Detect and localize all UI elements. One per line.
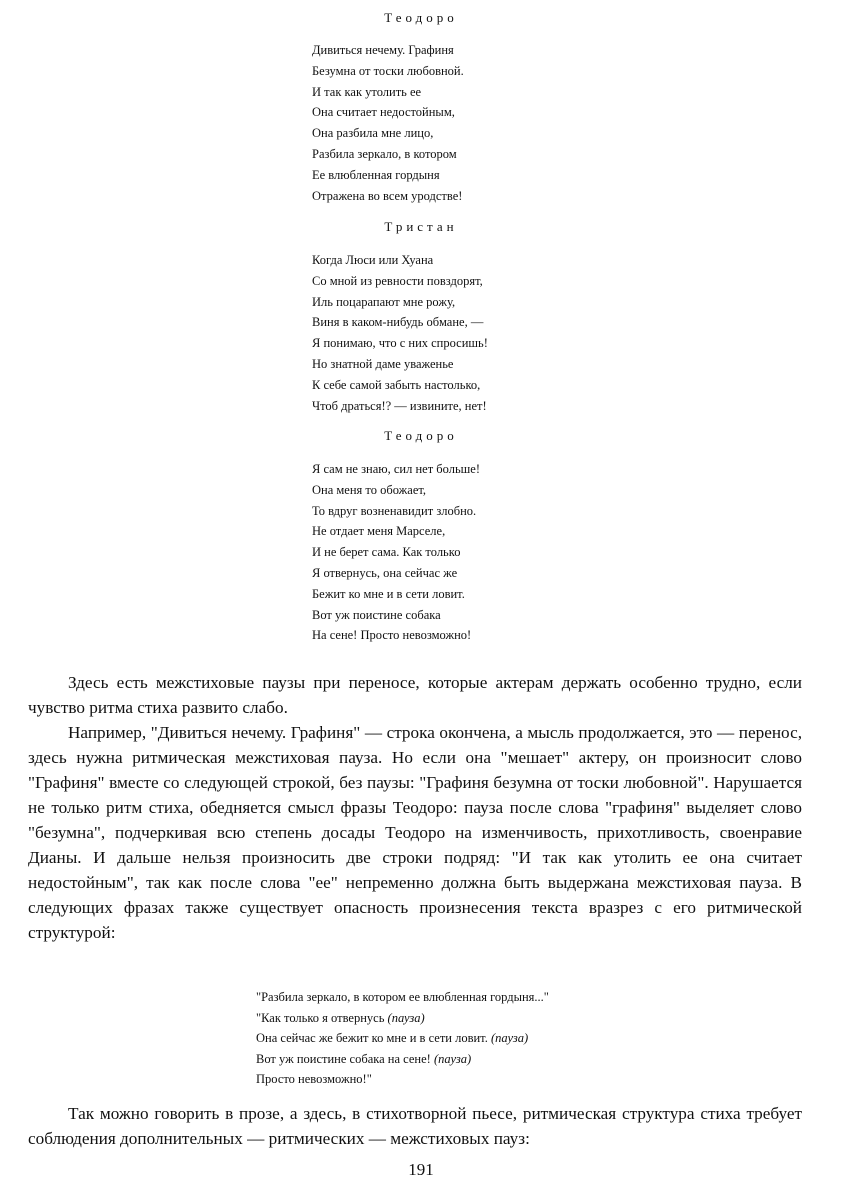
- verse-block-3: [312, 459, 480, 646]
- verse-line: Она меня то обожает,: [312, 482, 427, 497]
- pause-note: (пауза): [490, 1031, 529, 1045]
- verse-block-2: [312, 250, 488, 416]
- quoted-passage: [256, 987, 549, 1090]
- prose-paragraph-3: Так можно говорить в прозе, а здесь, в стихотворной пьесе, ритмическая структура стиха требует соблюдения дополнительных — ритмических — межстиховых пауз:: [28, 1104, 802, 1148]
- quote-text: Она сейчас же бежит ко мне и в сети ловит.: [256, 1031, 491, 1045]
- quote-line: [256, 1008, 549, 1029]
- verse-line: Но знатной даме уваженье: [312, 356, 454, 371]
- verse-line: Дивиться нечему. Графиня: [312, 43, 454, 57]
- prose-paragraph-1: Здесь есть межстиховые паузы при переносе, которые актерам держать особенно трудно, если чувство ритма стиха развито слабо.: [28, 673, 802, 717]
- speaker-name-theodoro-2: Теодоро: [384, 428, 458, 443]
- verse-line: Она считает недостойным,: [312, 105, 455, 120]
- verse-line: Вот уж поистине собака: [312, 607, 441, 622]
- verse-line: Чтоб драться!? — извините, нет!: [312, 398, 487, 413]
- speaker-name-tristan: Тристан: [384, 219, 458, 234]
- pause-note: (пауза): [433, 1051, 472, 1066]
- quote-line: [256, 1049, 549, 1070]
- verse-line: И так как утолить ее: [312, 84, 422, 99]
- verse-line: Когда Люси или Хуана: [312, 253, 434, 267]
- verse-line: Виня в каком-нибудь обмане, —: [312, 315, 484, 330]
- quote-text: Вот уж поистине собака на сене!: [256, 1051, 434, 1066]
- verse-line: И не берет сама. Как только: [312, 545, 461, 560]
- verse-line: Отражена во всем уродстве!: [312, 188, 463, 203]
- verse-line: Бежит ко мне и в сети ловит.: [312, 586, 465, 601]
- verse-line: Она разбила мне лицо,: [312, 126, 434, 141]
- verse-line: Ее влюбленная гордыня: [312, 167, 440, 182]
- verse-line: Не отдает меня Марселе,: [312, 524, 446, 539]
- verse-line: Я понимаю, что с них спросишь!: [312, 336, 488, 351]
- verse-block-1: [312, 40, 464, 206]
- verse-line: Разбила зеркало, в котором: [312, 146, 457, 161]
- quote-text: "Как только я отвернусь: [256, 1010, 388, 1025]
- speaker-name-theodoro-1: Теодоро: [384, 10, 458, 25]
- verse-line: Я сам не знаю, сил нет больше!: [312, 462, 481, 476]
- verse-line: Иль поцарапают мне рожу,: [312, 294, 456, 309]
- verse-line: Со мной из ревности повздорят,: [312, 273, 483, 288]
- quote-line: Просто невозможно!": [256, 1072, 372, 1086]
- verse-line: На сене! Просто невозможно!: [312, 628, 472, 643]
- prose-paragraph-2: Например, "Дивиться нечему. Графиня" — строка окончена, а мысль продолжается, это — перенос, здесь нужна ритмическая межстиховая пауза. Но если она "мешает" актеру, он произносит слово "Графиня" вместе со следующей строкой, без паузы: "Графиня безумна от тоски любовной". Нарушается не только ритм стиха, обедняется смысл фразы Теодоро: пауза после слова "графиня" выделяет слово "безумна", подчеркивая всю степень досады Теодоро на изменчивость, прихотливость, своенравие Дианы. И дальше нельзя произносить две строки подряд: "И так как утолить ее она считает недостойным", так как после слова "ее" непременно должна быть выдержана межстиховая пауза. В следующих фразах также существует опасность произнесения текста вразрез с его ритмической структурой:: [28, 723, 802, 942]
- quote-line: "Разбила зеркало, в котором ее влюбленная гордыня...": [256, 990, 549, 1004]
- verse-line: Я отвернусь, она сейчас же: [312, 565, 458, 580]
- page-number: 191: [408, 1160, 434, 1179]
- verse-line: То вдруг возненавидит злобно.: [312, 503, 477, 518]
- pause-note: (пауза): [387, 1010, 425, 1025]
- quote-line: [256, 1028, 549, 1049]
- verse-line: К себе самой забыть настолько,: [312, 377, 481, 392]
- verse-line: Безумна от тоски любовной.: [312, 63, 464, 78]
